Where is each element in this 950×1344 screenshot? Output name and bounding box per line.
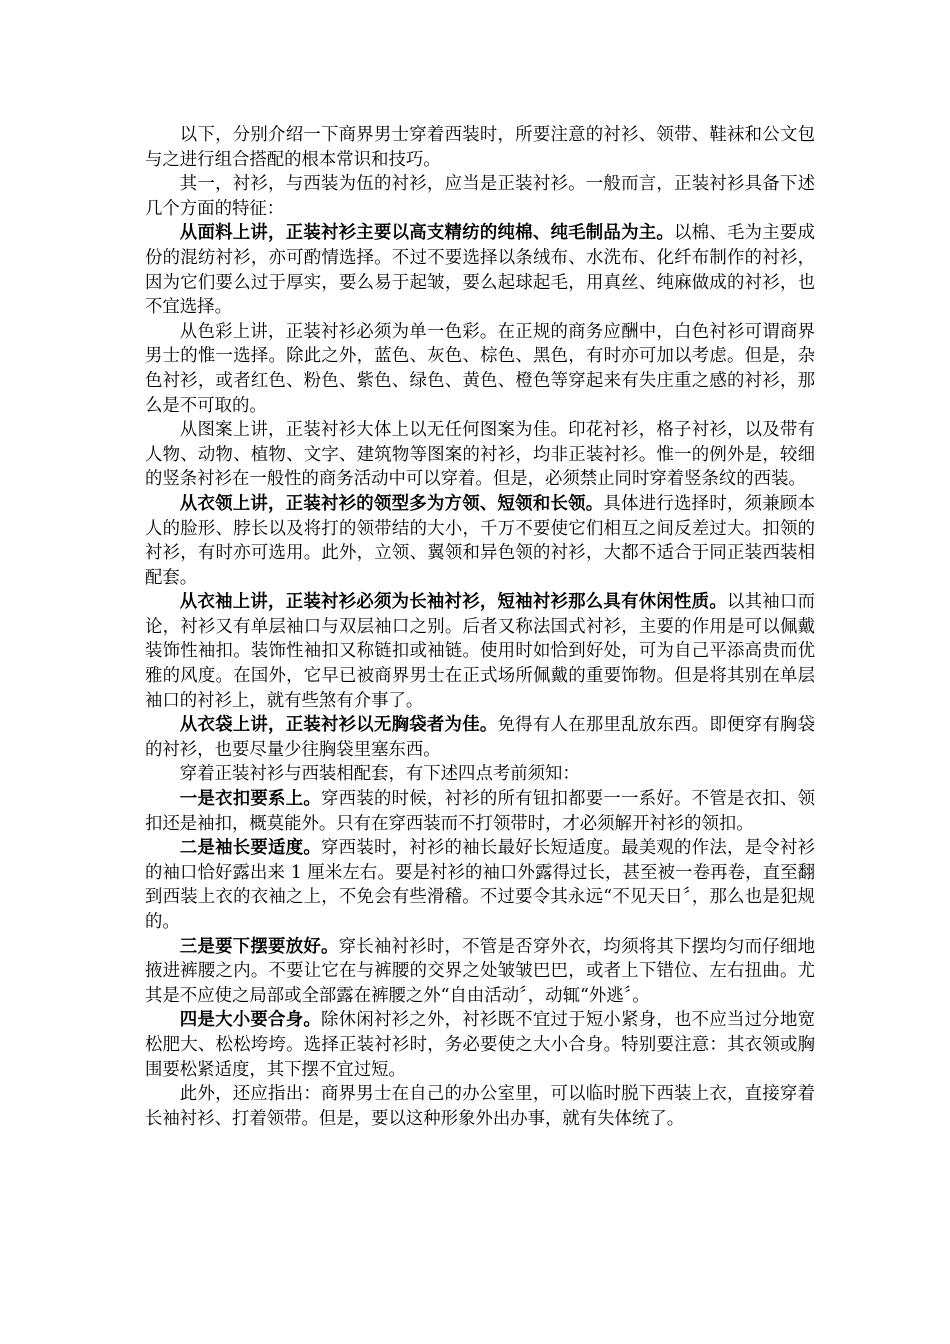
paragraph-lead: 一是衣扣要系上。	[179, 789, 322, 810]
paragraph-text: 免得有人在那里乱放东西。即便穿有胸袋的衬衫，也要尽量少往胸袋里塞东西。	[145, 715, 815, 760]
paragraph-text: 其一，衬衫，与西装为伍的衬衫，应当是正装衬衫。一般而言，正装衬衫具备下述几个方面的特征：	[145, 174, 815, 219]
paragraph-text: 具体进行选择时，须兼顾本人的脸形、脖长以及将打的领带结的大小，千万不要使它们相互之间反差过大。扣领的衬衫，有时亦可选用。此外，立领、翼领和异色领的衬衫，大都不适合于同正装西装相配套。	[145, 493, 815, 588]
paragraph-lead: 从面料上讲，正装衬衫主要以高支精纺的纯棉、纯毛制品为主。	[179, 223, 675, 244]
paragraph-text: 穿长袖衬衫时，不管是否穿外衣，均须将其下摆均匀而仔细地掖进裤腰之内。不要让它在与裤腰的交界之处皱皱巴巴，或者上下错位、左右扭曲。尤其是不应使之局部或全部露在裤腰之外“自由活动〞，动辄“外逃〞。	[145, 936, 815, 1006]
paragraph-pocket	[145, 713, 815, 762]
paragraph-pattern	[145, 418, 815, 492]
paragraph-sleeve	[145, 590, 815, 713]
paragraph-text: 除休闲衬衫之外，衬衫既不宜过于短小紧身，也不应当过分地宽松肥大、松松垮垮。选择正装衬衫时，务必要使之大小合身。特别要注意：其衣领或胸围要松紧适度，其下摆不宜过短。	[145, 1010, 815, 1080]
paragraph-color	[145, 320, 815, 418]
paragraph-lead: 从衣袖上讲，正装衬衫必须为长袖衬衫，短袖衬衫那么具有休闲性质。	[179, 592, 727, 613]
paragraph-shirt-overview	[145, 172, 815, 221]
document-body	[145, 123, 815, 1131]
paragraph-buttons	[145, 787, 815, 836]
paragraph-lead: 二是袖长要适度。	[179, 838, 322, 859]
paragraph-text: 此外，还应指出：商界男士在自己的办公室里，可以临时脱下西装上衣，直接穿着长袖衬衫、打着领带。但是，要以这种形象外出办事，就有失体统了。	[145, 1084, 815, 1129]
paragraph-wearing-notes	[145, 762, 815, 787]
paragraph-text: 以棉、毛为主要成份的混纺衬衫，亦可酌情选择。不过不要选择以条绒布、水洗布、化纤布制作的衬衫，因为它们要么过于厚实，要么易于起皱，要么起球起毛，用真丝、纯麻做成的衬衫，也不宜选择。	[145, 223, 815, 318]
paragraph-lead: 三是要下摆要放好。	[179, 936, 339, 957]
paragraph-office	[145, 1082, 815, 1131]
paragraph-hem	[145, 935, 815, 1009]
paragraph-lead: 四是大小要合身。	[179, 1010, 322, 1031]
paragraph-collar	[145, 492, 815, 590]
paragraph-text: 以其袖口而论，衬衫又有单层袖口与双层袖口之别。后者又称法国式衬衫，主要的作用是可以佩戴装饰性袖扣。装饰性袖扣又称链扣或袖链。使用时如恰到好处，可为自己平添高贵而优雅的风度。在国外，它早已被商界男士在正式场所佩戴的重要饰物。但是将其别在单层袖口的衬衫上，就有些煞有介事了。	[145, 592, 815, 711]
paragraph-text: 穿西装时，衬衫的袖长最好长短适度。最美观的作法，是令衬衫的袖口恰好露出来 1 厘米左右。要是衬衫的袖口外露得过长，甚至被一卷再卷，直至翻到西装上衣的衣袖之上，不免会有些滑稽。不过要令其永远“不见天日〞，那么也是犯规的。	[145, 838, 815, 932]
paragraph-text: 以下，分别介绍一下商界男士穿着西装时，所要注意的衬衫、领带、鞋袜和公文包与之进行组合搭配的根本常识和技巧。	[145, 125, 815, 170]
paragraph-text: 穿西装的时候，衬衫的所有钮扣都要一一系好。不管是衣扣、领扣还是袖扣，概莫能外。只有在穿西装而不打领带时，才必须解开衬衫的领扣。	[145, 789, 815, 834]
paragraph-fabric	[145, 221, 815, 319]
paragraph-lead: 从衣领上讲，正装衬衫的领型多为方领、短领和长领。	[179, 493, 604, 514]
paragraph-text: 从色彩上讲，正装衬衫必须为单一色彩。在正规的商务应酬中，白色衬衫可谓商界男士的惟一选择。除此之外，蓝色、灰色、棕色、黑色，有时亦可加以考虑。但是，杂色衬衫，或者红色、粉色、紫色、绿色、黄色、橙色等穿起来有失庄重之感的衬衫，那么是不可取的。	[145, 321, 815, 416]
paragraph-fit	[145, 1008, 815, 1082]
paragraph-text: 穿着正装衬衫与西装相配套，有下述四点考前须知：	[179, 764, 580, 785]
paragraph-sleeve-length	[145, 836, 815, 934]
paragraph-lead: 从衣袋上讲，正装衬衫以无胸袋者为佳。	[179, 715, 498, 736]
paragraph-intro	[145, 123, 815, 172]
paragraph-text: 从图案上讲，正装衬衫大体上以无任何图案为佳。印花衬衫，格子衬衫，以及带有人物、动物、植物、文字、建筑物等图案的衬衫，均非正装衬衫。惟一的例外是，较细的竖条衬衫在一般性的商务活动中可以穿着。但是，必须禁止同时穿着竖条纹的西装。	[145, 420, 815, 490]
